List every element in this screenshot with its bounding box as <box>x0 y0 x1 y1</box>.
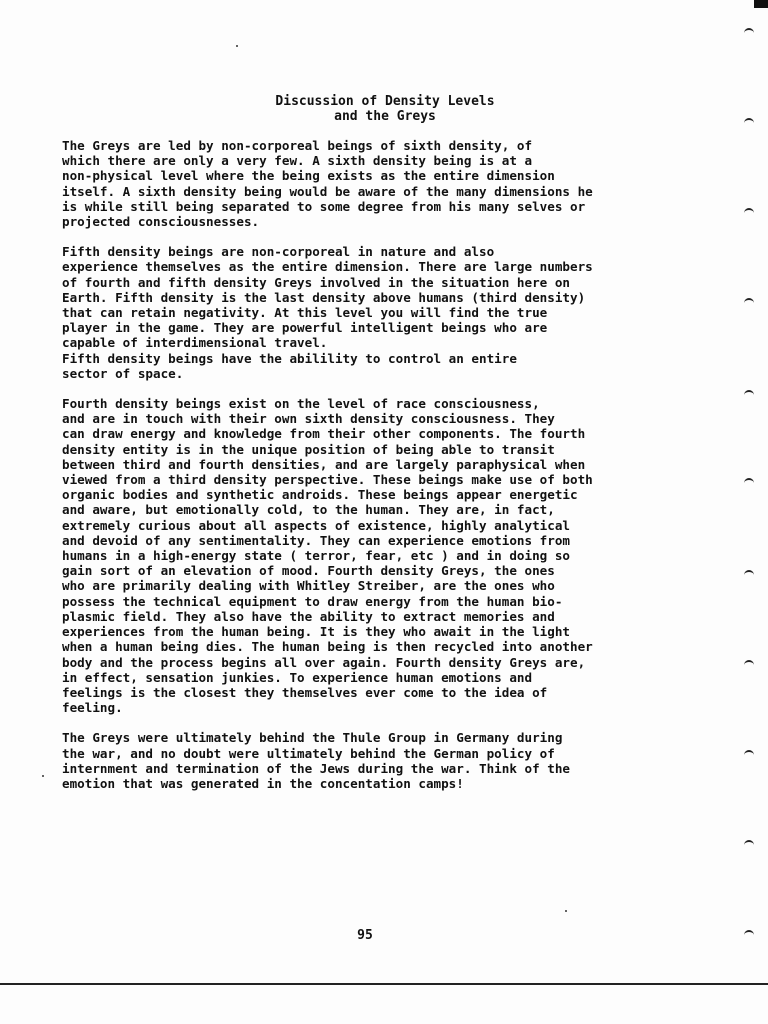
document-body <box>62 138 712 806</box>
margin-mark <box>744 118 754 123</box>
margin-mark <box>744 750 754 755</box>
margin-mark <box>744 298 754 303</box>
title-line-1: Discussion of Density Levels <box>275 94 495 109</box>
margin-mark <box>744 930 754 935</box>
margin-mark <box>744 840 754 845</box>
paragraph-fifth-density-control: Fifth density beings have the abilility to control an entire sector of space. <box>62 350 517 381</box>
scan-corner-mark <box>754 0 768 8</box>
title-line-2: and the Greys <box>334 109 436 124</box>
margin-mark <box>744 28 754 33</box>
margin-mark <box>744 208 754 213</box>
paragraph-thule-group: The Greys were ultimately behind the Thule Group in Germany during the war, and no doubt were ultimately behind the German policy of internment and termination of the Jews during the war. Think of the emotion that was generated in the concentation camps! <box>62 730 570 791</box>
margin-mark <box>744 478 754 483</box>
document-title <box>0 94 768 124</box>
scan-speck <box>236 45 238 47</box>
scan-speck <box>565 910 567 912</box>
paragraph-sixth-density: The Greys are led by non-corporeal beings of sixth density, of which there are only a very few. A sixth density being is at a non-physical level where the being exists as the entire dimension itself. A sixth density being would be aware of the many dimensions he is while still being separated to some degree from his many selves or projected consciousnesses. <box>62 138 593 230</box>
scan-speck <box>42 775 44 777</box>
paragraph-fourth-density: Fourth density beings exist on the level of race consciousness, and are in touch with their own sixth density consciousness. They can draw energy and knowledge from their other components. The fourth density entity is in the unique position of being able to transit between third and fourth densities, and are largely paraphysical when viewed from a third density perspective. These beings make use of both organic bodies and synthetic androids. These beings appear energetic and aware, but emotionally cold, to the human. They are, in fact, extremely curious about all aspects of existence, highly analytical and devoid of any sentimentality. They can experience emotions from humans in a high-energy state ( terror, fear, etc ) and in doing so gain sort of an elevation of mood. Fourth density Greys, the ones who are primarily dealing with Whitley Streiber, are the ones who possess the technical equipment to draw energy from the human bio- plasmic field. They also have the ability to extract memories and experiences from the human being. It is they who await in the light when a human being dies. The human being is then recycled into another body and the process begins all over again. Fourth density Greys are, in effect, sensation junkies. To experience human emotions and feelings is the closest they themselves ever come to the idea of feeling. <box>62 396 593 716</box>
paragraph-fifth-density: Fifth density beings are non-corporeal in nature and also experience themselves as the entire dimension. There are large numbers of fourth and fifth density Greys involved in the situation here on Earth. Fifth density is the last density above humans (third density) that can retain negativity. At this level you will find the true player in the game. They are powerful intelligent beings who are capable of interdimensional travel. <box>62 244 593 351</box>
margin-mark <box>744 390 754 395</box>
margin-mark <box>744 660 754 665</box>
page-number: 95 <box>357 928 373 943</box>
margin-mark <box>744 570 754 575</box>
bottom-rule <box>0 983 768 985</box>
